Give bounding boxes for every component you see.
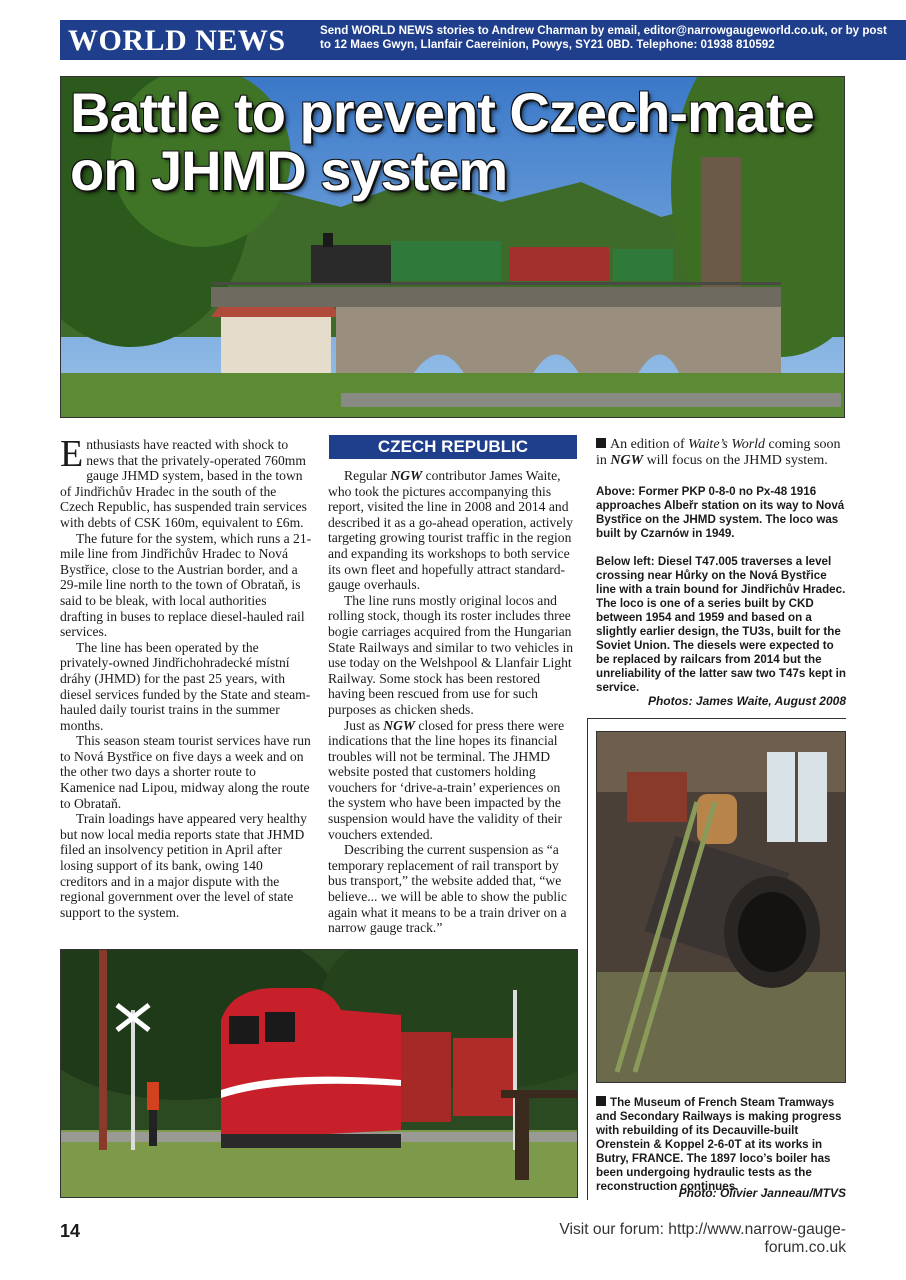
workshop-photo-boiler	[596, 731, 846, 1083]
photo-credit: Photos: James Waite, August 2008	[647, 694, 846, 708]
page-number: 14	[60, 1221, 81, 1241]
bullet-square-icon	[596, 438, 606, 448]
paragraph: Enthusiasts have reacted with shock to news that the privately-operated 760mm gauge JHMD system, based in the town of Jindřichův Hradec in the south of the Czech Republic, has suspended train services with debts of CSK 160m, equivalent to £6m.	[60, 433, 307, 530]
paragraph: Just as NGW closed for press there were indications that the line hopes its financial troubles will not be terminal. The JHMD website posted that customers holding vouchers for ‘drive-a-train’ experiences on the system who have been impacted by the suspension would have the validity of their vouchers extended.	[328, 717, 565, 842]
caption-below-left: Below left: Diesel T47.005 traverses a level crossing near Hůrky on the Nová Bystřice line with a train bound for Jindřichův Hradec. The loco is one of a series built by CKD between 1954 and 1959 and based on a slightly earlier design, the TU3s, built for the Soviet Union. The diesels were expected to be replaced by railcars from 2014 but the unreliability of the latter saw two T47s kept in service.	[596, 555, 846, 694]
bullet-square-icon	[596, 1096, 606, 1106]
museum-photo-credit: Photo: Olivier Janneau/MTVS	[678, 1186, 846, 1200]
diesel-photo-level-crossing	[60, 949, 578, 1198]
paragraph: Regular NGW contributor James Waite, who took the pictures accompanying this report, visited the line in 2008 and 2014 and described it as a go-ahead operation, actively targeting growing tourist traffic in the region and expanding its workshops to both service its own fleet and hopefully attract standard-gauge overhauls.	[328, 468, 573, 593]
museum-caption: The Museum of French Steam Tramways and Secondary Railways is making progress with rebuilding of its Decauville-built Orenstein & Koppel 2-6-0T at its works in Butry, FRANCE. The 1897 loco’s boiler has been undergoing hydraulic tests as the reconstruction continues.	[596, 1096, 842, 1193]
divider	[587, 718, 846, 719]
forum-link[interactable]: Visit our forum: http://www.narrow-gauge-forum.co.uk	[559, 1221, 846, 1256]
contact-info: Send WORLD NEWS stories to Andrew Charman by email, editor@narrowgaugeworld.co.uk, or by post to 12 Maes Gwyn, Llanfair Caereinion, Powys, SY21 0BD. Telephone: 01938 810592	[320, 24, 887, 51]
section-title: WORLD NEWS	[68, 24, 286, 57]
divider	[587, 718, 588, 1200]
paragraph: The line has been operated by the privately-owned Jindřichohradecké místní dráhy (JHMD) for the past 25 years, with diesel services funded by the State and steam-hauled daily tourist trains in the summer months.	[60, 639, 311, 733]
paragraph: The line runs mostly original locos and rolling stock, though its roster includes three bogie carriages acquired from the Hungarian State Railways and similar to two vehicles in use today on the Welshpool & Llanfair Light Railway. Some stock has been restored having been rescued from use for such purposes as chicken sheds.	[328, 592, 574, 717]
section-label: CZECH REPUBLIC	[329, 435, 577, 459]
paragraph: Train loadings have appeared very healthy but now local media reports state that JHMD filed an insolvency petition in April after losing support of its bank, owing 140 creditors and in a major dispute with the regional government over the level of state support to the system.	[60, 811, 307, 920]
article-column-2	[328, 468, 578, 936]
headline: Battle to prevent Czech-mate on JHMD system	[70, 81, 814, 202]
waites-world-note: An edition of Waite’s World coming soon in NGW will focus on the JHMD system.	[596, 437, 841, 468]
drop-cap: E	[60, 433, 84, 475]
paragraph: The future for the system, which runs a 21-mile line from Jindřichův Hradec to Nová Bystřice, close to the Austrian border, and a 29-mile line north to the town of Obrataň, is said to be bleak, with local authorities drafting in buses to replace diesel-hauled rail services.	[60, 530, 312, 640]
paragraph: Describing the current suspension as “a temporary replacement of rail transport by bus transport,” the website added that, “we believe... we will be able to show the public again what it means to be a train driver on a narrow gauge track.”	[328, 842, 567, 936]
caption-above: Above: Former PKP 0-8-0 no Px-48 1916 approaches Albeřr station on its way to Nová Bystřice on the JHMD system. The loco was built by Czarnów in 1949.	[596, 485, 845, 540]
article-column-1	[60, 433, 312, 920]
paragraph: This season steam tourist services have run to Nová Bystřice on five days a week and on the other two days a shorter route to Kamenice nad Lipou, midway along the route to Obrataň.	[60, 733, 311, 811]
